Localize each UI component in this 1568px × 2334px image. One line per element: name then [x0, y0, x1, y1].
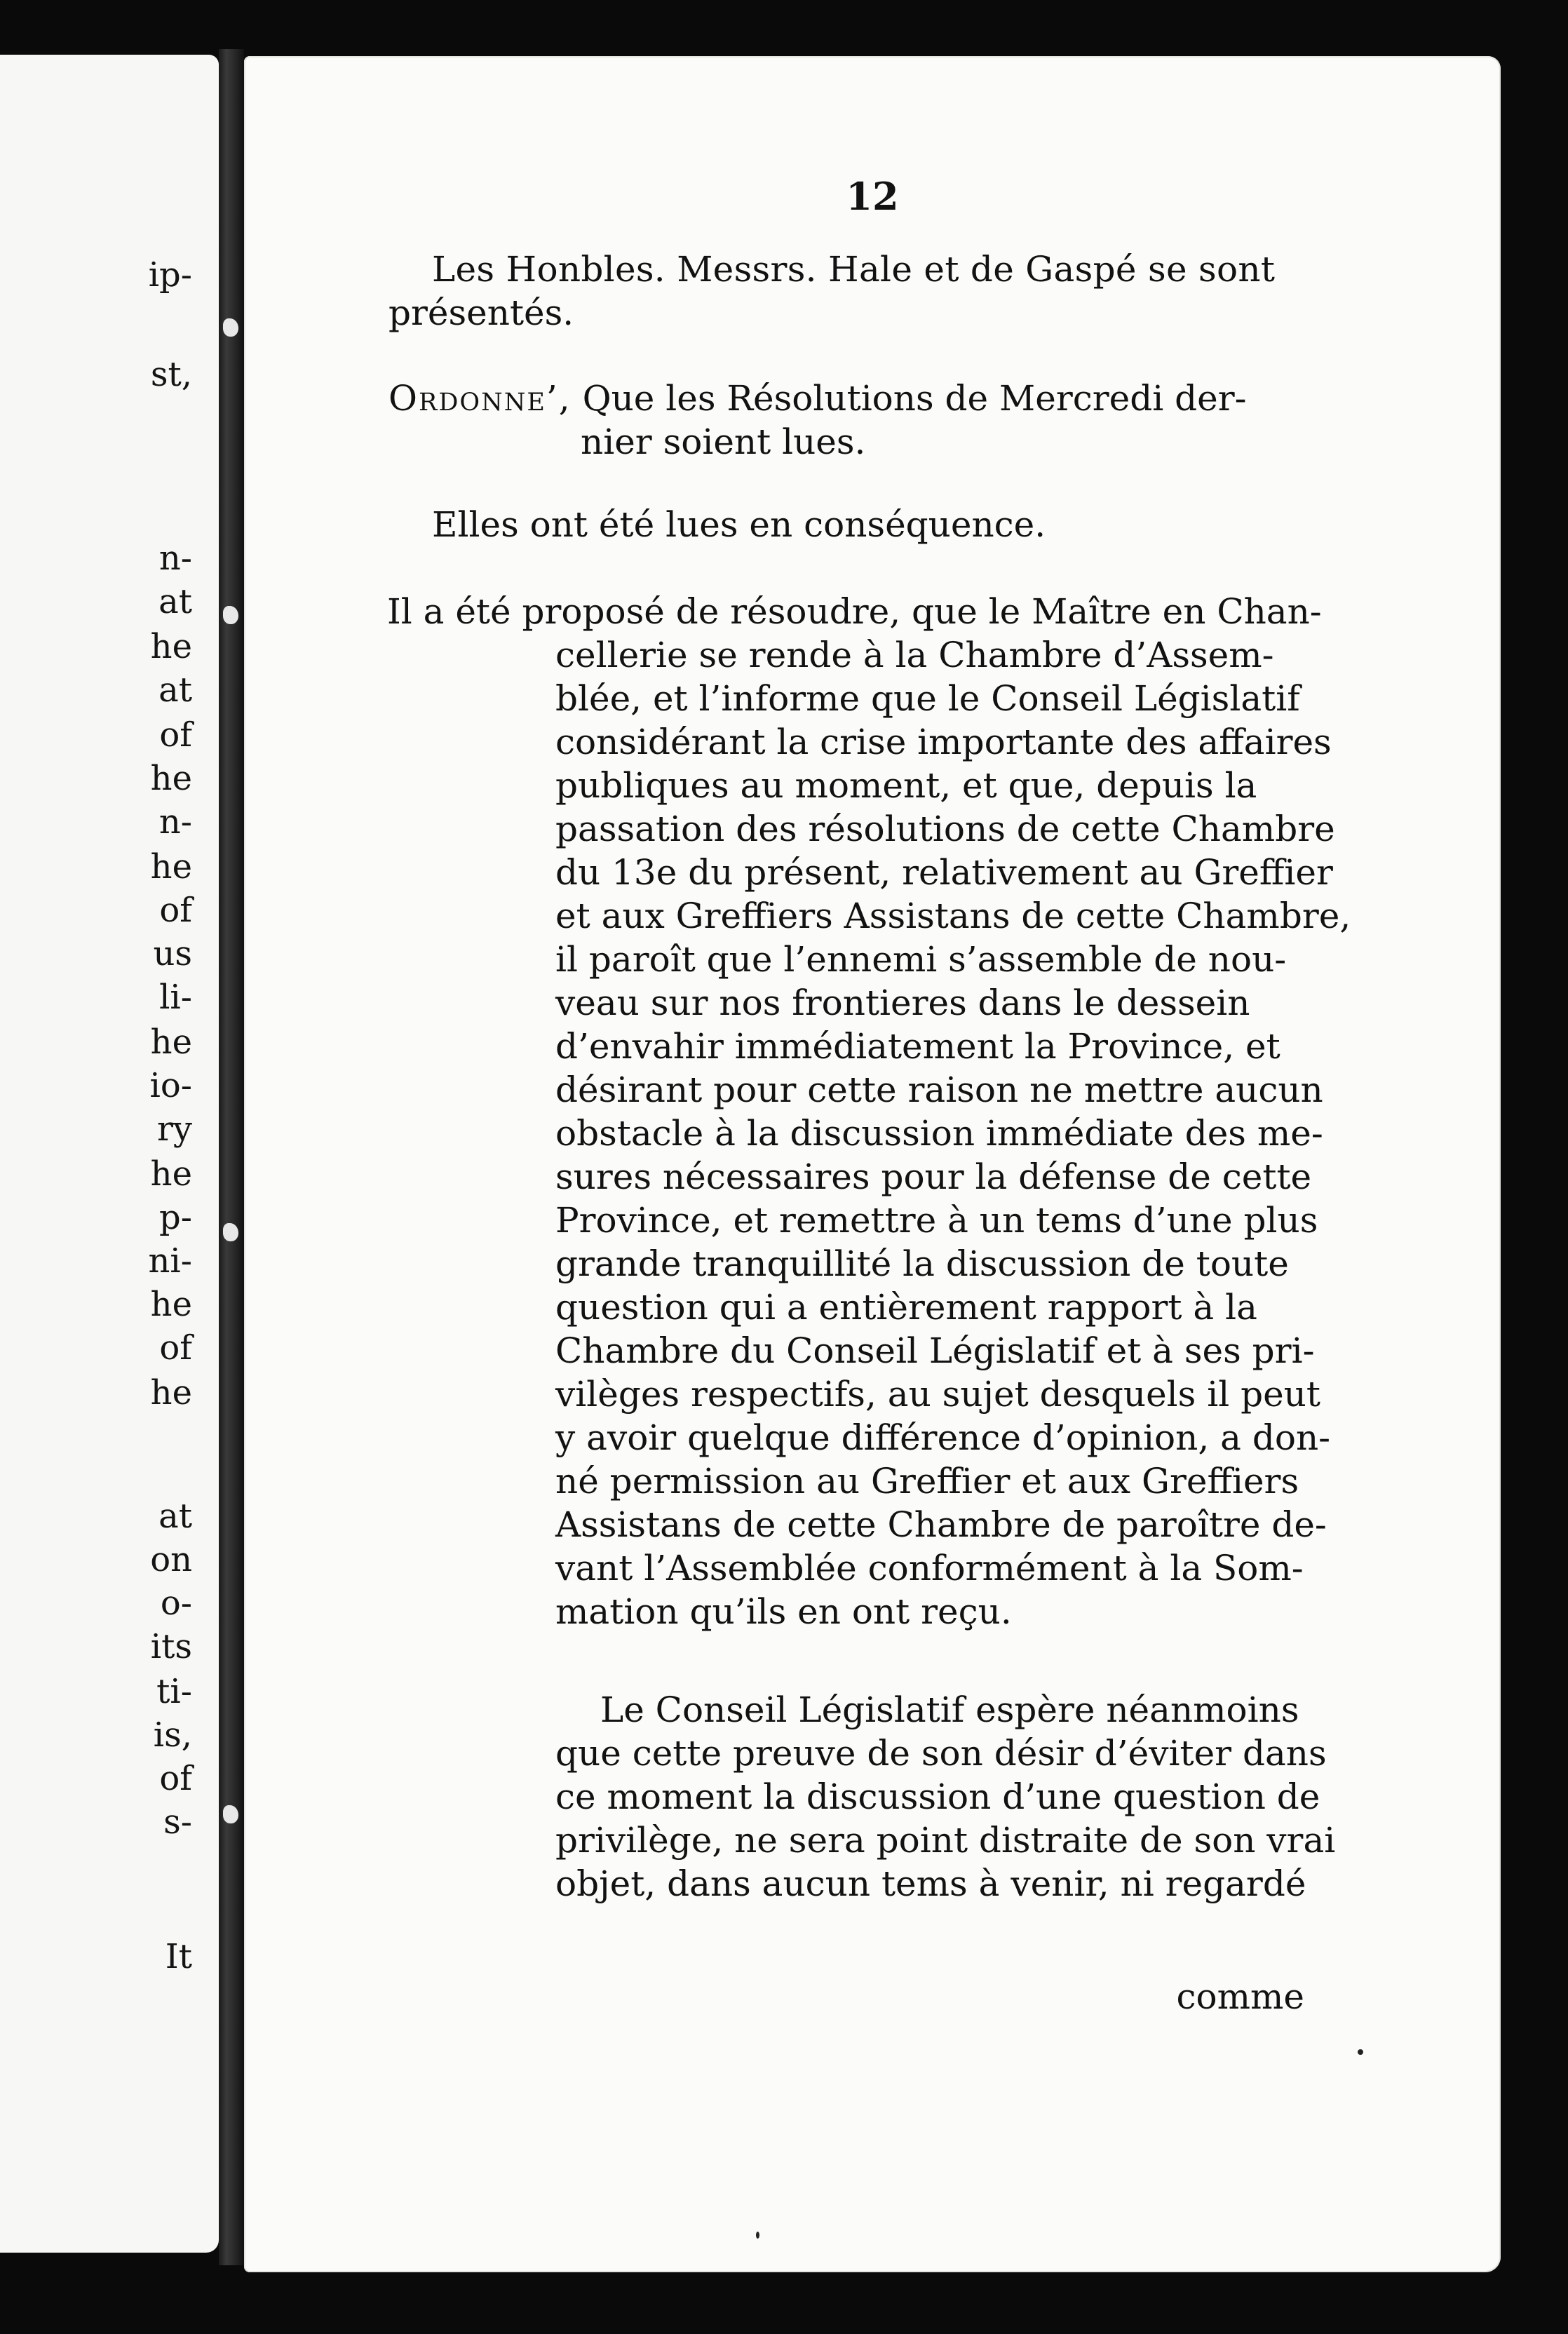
- text-line: du 13e du présent, relativement au Greffier: [555, 852, 1333, 893]
- text-line: vant l’Assemblée conformément à la Som-: [555, 1548, 1304, 1588]
- left-fragment: s-: [163, 1802, 192, 1842]
- book-gutter: [219, 49, 244, 2265]
- left-fragment: of: [159, 891, 192, 930]
- text-line: considérant la crise importante des affaires: [555, 722, 1332, 762]
- text-line: question qui a entièrement rapport à la: [555, 1287, 1257, 1328]
- binding-thread-mark: [223, 1805, 238, 1823]
- left-fragment: of: [159, 1759, 192, 1798]
- binding-thread-mark: [223, 1223, 238, 1241]
- ordonne-text: Que les Résolutions de Mercredi der-: [582, 378, 1247, 419]
- text-line: Chambre du Conseil Législatif et à ses pri-: [555, 1330, 1315, 1371]
- left-facing-page: [0, 55, 219, 2253]
- left-fragment: us: [153, 934, 192, 973]
- text-line: Le Conseil Législatif espère néanmoins: [600, 1689, 1299, 1730]
- text-line: Elles ont été lues en conséquence.: [432, 504, 1046, 545]
- text-line: d’envahir immédiatement la Province, et: [555, 1026, 1280, 1067]
- left-fragment: at: [158, 1497, 192, 1536]
- text-line: grande tranquillité la discussion de toute: [555, 1243, 1289, 1284]
- left-fragment: he: [150, 1285, 192, 1324]
- text-line: blée, et l’informe que le Conseil Législatif: [555, 678, 1300, 719]
- left-fragment: he: [150, 627, 192, 666]
- text-line: nier soient lues.: [581, 421, 866, 462]
- page-number: 12: [846, 174, 899, 219]
- text-line: Les Honbles. Messrs. Hale et de Gaspé se sont: [432, 249, 1276, 290]
- text-line: obstacle à la discussion immédiate des me-: [555, 1113, 1323, 1154]
- left-fragment: he: [150, 1373, 192, 1412]
- left-fragment: its: [150, 1627, 192, 1666]
- scan-speck: [1358, 2049, 1363, 2055]
- text-line: passation des résolutions de cette Chambre: [555, 809, 1335, 849]
- text-line: publiques au moment, et que, depuis la: [555, 765, 1257, 806]
- left-fragment: at: [158, 582, 192, 621]
- left-fragment: on: [150, 1540, 192, 1579]
- text-line: veau sur nos frontieres dans le dessein: [555, 983, 1250, 1023]
- left-fragment: he: [150, 1023, 192, 1062]
- text-line: objet, dans aucun tems à venir, ni regardé: [555, 1863, 1306, 1904]
- text-line: mation qu’ils en ont reçu.: [555, 1591, 1012, 1632]
- left-fragment: he: [150, 1154, 192, 1194]
- ordonne-lead: Ordonne’,: [388, 378, 572, 419]
- left-fragment: n-: [158, 802, 192, 842]
- text-line: Province, et remettre à un tems d’une plus: [555, 1200, 1318, 1241]
- left-fragment: ry: [156, 1109, 192, 1149]
- left-fragment: st,: [150, 355, 192, 394]
- binding-thread-mark: [223, 606, 238, 624]
- text-line: Assistans de cette Chambre de paroître de-: [555, 1504, 1327, 1545]
- left-fragment: at: [158, 670, 192, 710]
- text-line: que cette preuve de son désir d’éviter dans: [555, 1733, 1327, 1774]
- left-fragment: is,: [153, 1715, 192, 1755]
- text-line: [388, 376, 1247, 421]
- left-fragment: he: [150, 847, 192, 886]
- left-fragment: of: [159, 715, 192, 755]
- scan-speck: [756, 2232, 759, 2239]
- left-fragment: p-: [159, 1198, 192, 1237]
- left-fragment: n-: [158, 539, 192, 578]
- text-line: vilèges respectifs, au sujet desquels il peut: [555, 1374, 1320, 1415]
- left-fragment: ni-: [148, 1241, 192, 1281]
- left-fragment: It: [165, 1937, 192, 1976]
- text-line: présentés.: [388, 292, 574, 333]
- left-fragment: he: [150, 759, 192, 798]
- left-fragment: ip-: [148, 255, 192, 295]
- left-fragment: li-: [159, 978, 192, 1017]
- text-line: désirant pour cette raison ne mettre aucun: [555, 1070, 1323, 1110]
- left-fragment: o-: [160, 1584, 192, 1623]
- text-line: cellerie se rende à la Chambre d’Assem-: [555, 635, 1274, 675]
- text-line: Il a été proposé de résoudre, que le Maître en Chan-: [387, 591, 1322, 632]
- text-line: y avoir quelque différence d’opinion, a don-: [555, 1417, 1331, 1458]
- left-fragment: of: [159, 1328, 192, 1368]
- text-line: il paroît que l’ennemi s’assemble de nou-: [555, 939, 1287, 980]
- text-line: privilège, ne sera point distraite de son vrai: [555, 1820, 1336, 1861]
- text-line: sures nécessaires pour la défense de cette: [555, 1156, 1312, 1197]
- main-page: [244, 56, 1501, 2272]
- text-line: né permission au Greffier et aux Greffiers: [555, 1461, 1299, 1502]
- left-fragment: io-: [149, 1066, 192, 1105]
- text-line: ce moment la discussion d’une question de: [555, 1776, 1320, 1817]
- left-fragment: ti-: [156, 1672, 192, 1711]
- text-line: et aux Greffiers Assistans de cette Chambre,: [555, 896, 1351, 936]
- binding-thread-mark: [223, 318, 238, 337]
- catchword: comme: [1176, 1976, 1304, 2017]
